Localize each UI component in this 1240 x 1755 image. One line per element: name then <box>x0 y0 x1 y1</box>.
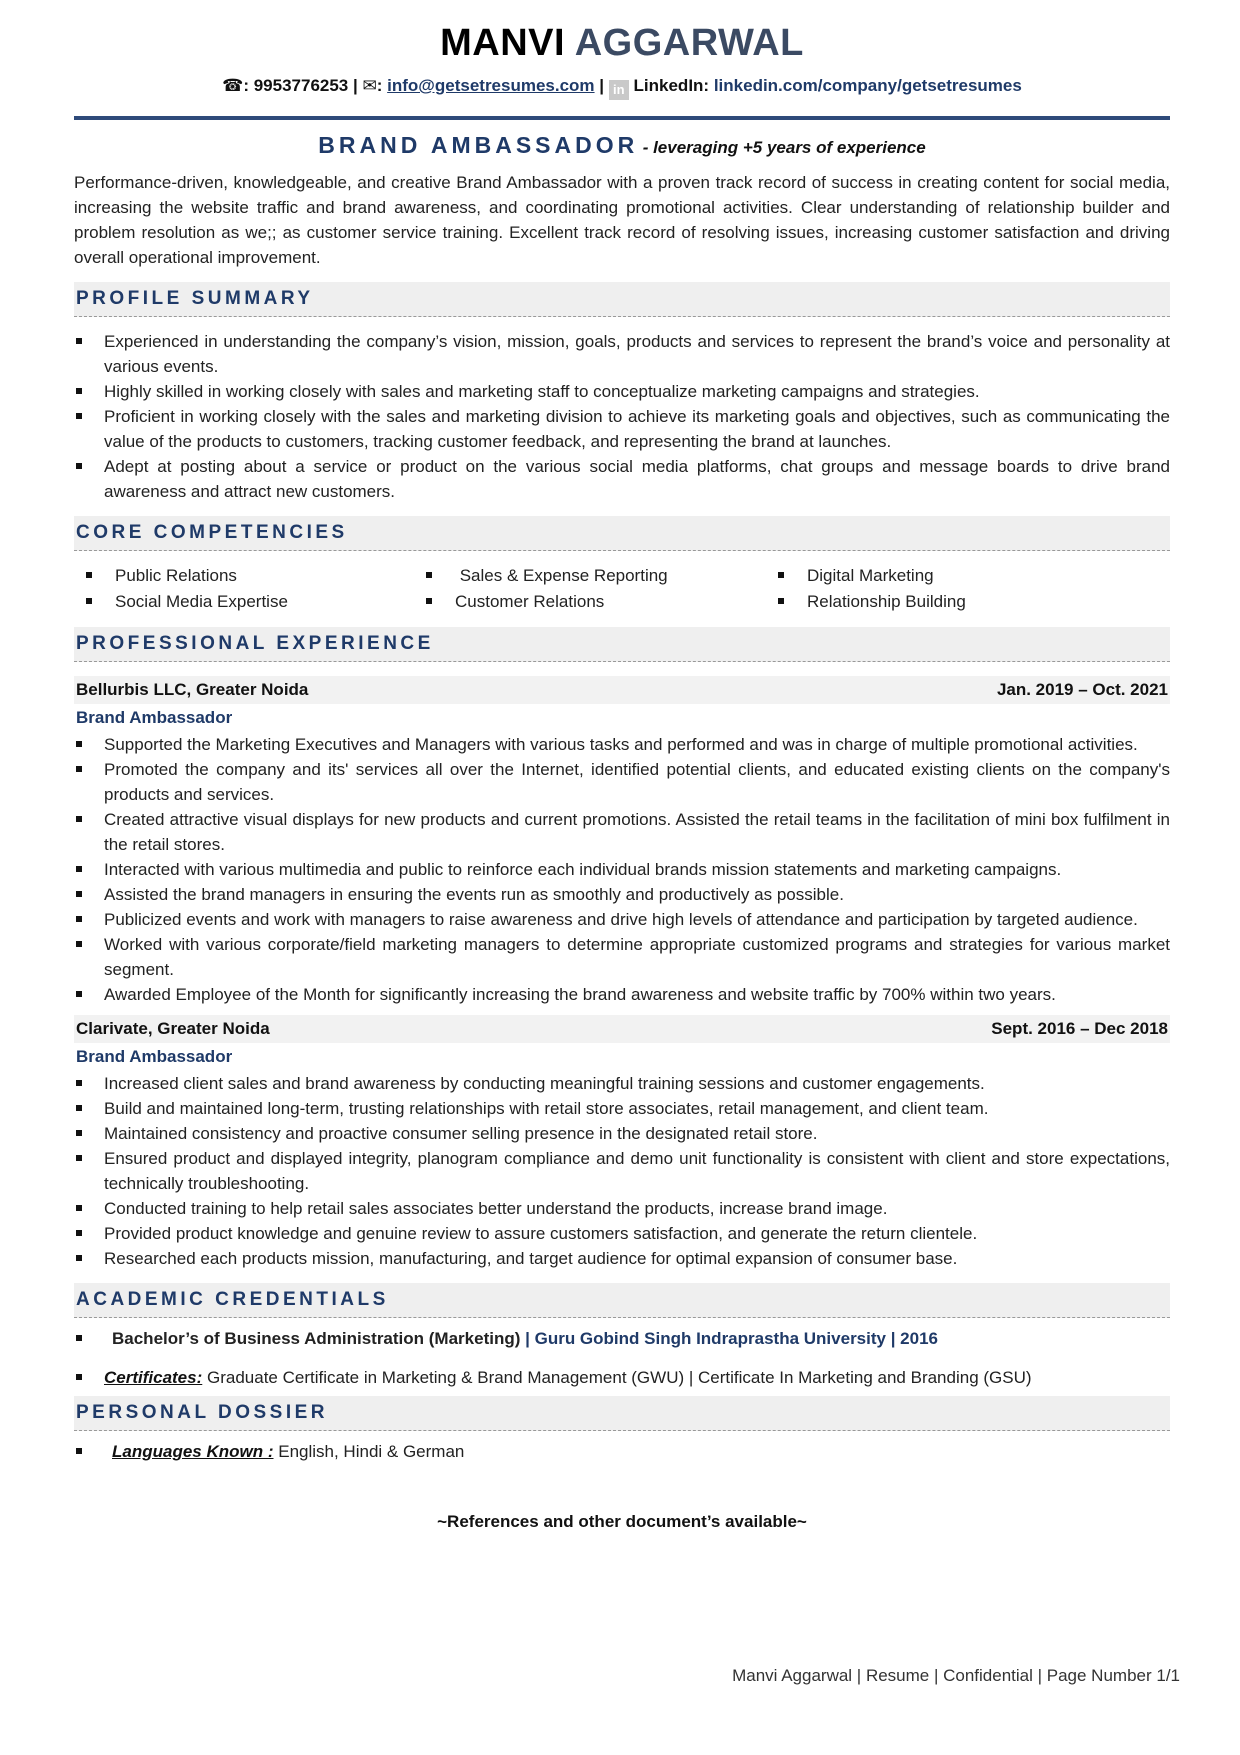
job-dates: Sept. 2016 – Dec 2018 <box>991 1019 1168 1038</box>
languages-text: English, Hindi & German <box>278 1442 465 1461</box>
certificates-label: Certificates: <box>104 1368 203 1387</box>
competency-item: Social Media Expertise <box>74 589 414 615</box>
job-header <box>74 1015 1170 1043</box>
company-name: Bellurbis LLC, Greater Noida <box>76 680 309 699</box>
headline <box>74 130 1170 164</box>
languages-item <box>74 1439 1170 1464</box>
separator: | <box>599 76 605 95</box>
job-role: BRAND AMBASSADOR <box>318 132 639 158</box>
profile-summary-list <box>74 329 1170 504</box>
list-item: Supported the Marketing Executives and Managers with various tasks and performed and was in charge of multiple promotional activities. <box>74 732 1170 757</box>
competency-item: Relationship Building <box>766 589 966 615</box>
linkedin-label: LinkedIn: <box>633 76 710 95</box>
email-icon: ✉ <box>362 76 377 95</box>
last-name: AGGARWAL <box>574 22 804 64</box>
section-title: PROFILE SUMMARY <box>76 288 314 309</box>
phone: ☎: 9953776253 <box>222 76 349 95</box>
header-divider <box>74 116 1170 120</box>
list-item: Researched each products mission, manufacturing, and target audience for optimal expansion of consumer base. <box>74 1246 1170 1271</box>
section-header-personal-dossier <box>74 1396 1170 1431</box>
personal-list <box>74 1439 1170 1464</box>
competencies-grid <box>74 563 1170 615</box>
experience-tagline: - leveraging +5 years of experience <box>642 138 926 157</box>
job-title: Brand Ambassador <box>76 1047 233 1066</box>
list-item: Worked with various corporate/field marketing managers to determine appropriate customized programs and strategies for various market segment. <box>74 932 1170 982</box>
page-footer: Manvi Aggarwal | Resume | Confidential | Page Number 1/1 <box>732 1666 1180 1685</box>
section-title: CORE COMPETENCIES <box>76 522 348 543</box>
competency-item: Customer Relations <box>414 589 766 615</box>
section-title: PERSONAL DOSSIER <box>76 1402 329 1423</box>
candidate-name <box>74 20 1170 66</box>
list-item: Publicized events and work with managers to raise awareness and drive high levels of attendance and participation by targeted audience. <box>74 907 1170 932</box>
linkedin-icon: in <box>609 80 629 100</box>
list-item: Promoted the company and its' services all over the Internet, identified potential clients, and educated existing clients on the company's products and services. <box>74 757 1170 807</box>
section-title: PROFESSIONAL EXPERIENCE <box>76 633 434 654</box>
email-link[interactable]: info@getsetresumes.com <box>387 76 595 95</box>
degree-item <box>74 1326 1170 1351</box>
summary-paragraph: Performance-driven, knowledgeable, and creative Brand Ambassador with a proven track record of success in creating content for social media, increasing the website traffic and brand awareness, and coordinating promotional activities. Clear understanding of relationship builder and problem resolution as we;; as customer service training. Excellent track record of resolving issues, increasing customer satisfaction and driving overall operational improvement. <box>74 173 1170 267</box>
university-name: | Guru Gobind Singh Indraprastha University | 2016 <box>525 1329 938 1348</box>
academics-list <box>74 1326 1170 1351</box>
linkedin-link[interactable]: linkedin.com/company/getsetresumes <box>713 76 1022 95</box>
list-item: Created attractive visual displays for new products and current promotions. Assisted the retail teams in the facilitation of mini box fulfilment in the retail stores. <box>74 807 1170 857</box>
competencies-column <box>414 563 766 615</box>
job-duties-list <box>74 1071 1170 1271</box>
first-name: MANVI <box>440 22 566 64</box>
list-item: Awarded Employee of the Month for significantly increasing the brand awareness and website traffic by 700% within two years. <box>74 982 1170 1007</box>
section-header-academic-credentials <box>74 1283 1170 1318</box>
section-title: ACADEMIC CREDENTIALS <box>76 1289 389 1310</box>
job-title: Brand Ambassador <box>76 708 233 727</box>
job-dates: Jan. 2019 – Oct. 2021 <box>996 680 1168 699</box>
competency-item: Digital Marketing <box>766 563 966 589</box>
list-item: Build and maintained long-term, trusting relationships with retail store associates, retail management, and client team. <box>74 1096 1170 1121</box>
job-header <box>74 676 1170 704</box>
competency-item: Public Relations <box>74 563 414 589</box>
references-note: ~References and other document’s available~ <box>437 1512 807 1531</box>
list-item: Adept at posting about a service or product on the various social media platforms, chat groups and message boards to drive brand awareness and attract new customers. <box>74 454 1170 504</box>
list-item: Provided product knowledge and genuine review to assure customers satisfaction, and generate the return clientele. <box>74 1221 1170 1246</box>
separator: | <box>353 76 358 95</box>
competencies-column <box>74 563 414 615</box>
certificates-item <box>74 1365 1170 1390</box>
resume-page <box>74 0 1170 1532</box>
degree-name: Bachelor’s of Business Administration (Marketing) <box>112 1329 521 1348</box>
certificates-list <box>74 1365 1170 1390</box>
list-item: Interacted with various multimedia and public to reinforce each individual brands mission statements and marketing campaigns. <box>74 857 1170 882</box>
section-header-core-competencies <box>74 516 1170 551</box>
list-item: Increased client sales and brand awareness by conducting meaningful training sessions and customer engagements. <box>74 1071 1170 1096</box>
section-header-profile-summary <box>74 282 1170 317</box>
list-item: Assisted the brand managers in ensuring the events run as smoothly and productively as possible. <box>74 882 1170 907</box>
section-header-professional-experience <box>74 627 1170 662</box>
list-item: Conducted training to help retail sales associates better understand the products, increase brand image. <box>74 1196 1170 1221</box>
company-name: Clarivate, Greater Noida <box>76 1019 270 1038</box>
list-item: Highly skilled in working closely with sales and marketing staff to conceptualize marketing campaigns and strategies. <box>74 379 1170 404</box>
certificates-text: Graduate Certificate in Marketing & Brand Management (GWU) | Certificate In Marketing and Branding (GSU) <box>207 1368 1032 1387</box>
list-item: Experienced in understanding the company’s vision, mission, goals, products and services to represent the brand’s voice and personality at various events. <box>74 329 1170 379</box>
list-item: Ensured product and displayed integrity, planogram compliance and demo unit functionality is consistent with client and store expectations, technically troubleshooting. <box>74 1146 1170 1196</box>
competencies-column <box>766 563 966 615</box>
list-item: Proficient in working closely with the sales and marketing division to achieve its marketing goals and objectives, such as communicating the value of the products to customers, tracking customer feedback, and representing the brand at launches. <box>74 404 1170 454</box>
job-duties-list <box>74 732 1170 1007</box>
competency-item: Sales & Expense Reporting <box>414 563 766 589</box>
languages-label: Languages Known : <box>112 1442 274 1461</box>
contact-line: ☎: 9953776253 | ✉: info@getsetresumes.com | in LinkedIn: linkedin.com/company/getsetresumes <box>74 74 1170 100</box>
list-item: Maintained consistency and proactive consumer selling presence in the designated retail store. <box>74 1121 1170 1146</box>
